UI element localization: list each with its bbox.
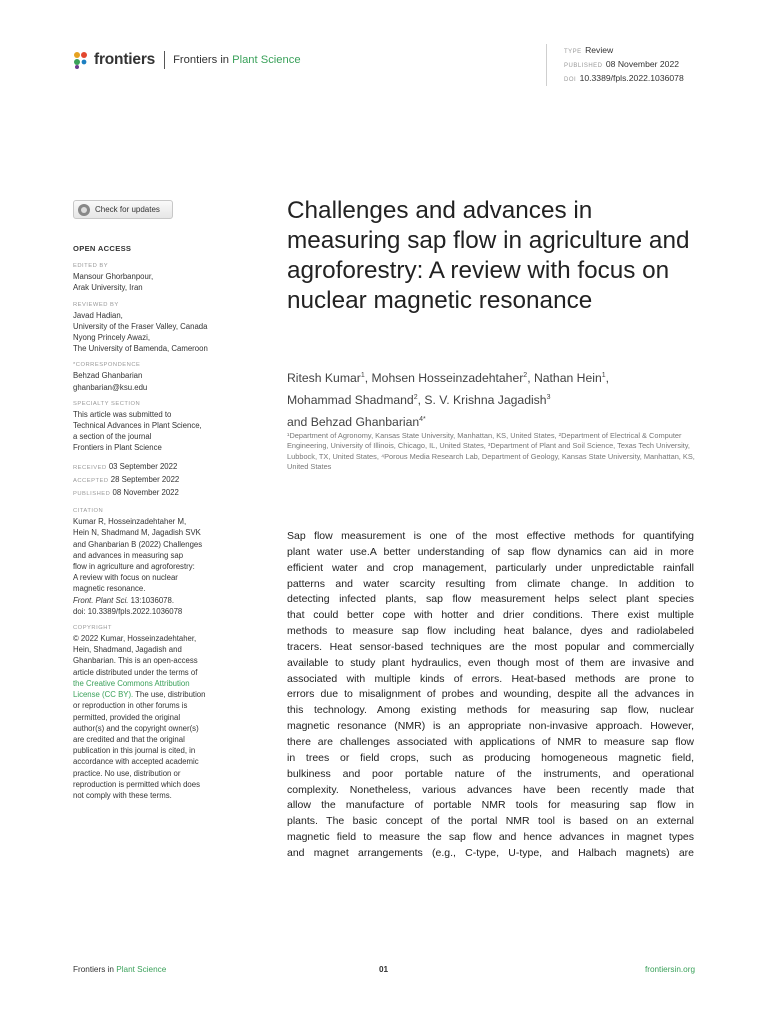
abstract-line: there are challenges associated with applications of NMR to measure sap flow: [287, 735, 694, 748]
citation-line: Kumar R, Hosseinzadehtaher M,: [73, 517, 187, 527]
reviewed-by-key: REVIEWED BY: [73, 301, 119, 308]
correspondence-name: Behzad Ghanbarian: [73, 371, 143, 381]
abstract-line: tracers. Heat sensor-based techniques are the most popular and commercially: [287, 640, 694, 653]
abstract-line: plants. The basic concept of the portal NMR tool is based on an external: [287, 815, 694, 828]
citation-line: Hein N, Shadmand M, Jagadish SVK: [73, 528, 201, 538]
abstract-line: allow the manufacture of portable NMR tools for measuring sap flow in: [287, 799, 694, 812]
meta-published: PUBLISHED 08 November 2022: [564, 59, 679, 69]
copyright-line: or reproduction in other forums is: [73, 701, 188, 711]
specialty-key: SPECIALTY SECTION: [73, 400, 141, 407]
citation-line: and Ghanbarian B (2022) Challenges: [73, 539, 203, 549]
abstract: [287, 529, 694, 862]
abstract-line: complexity. Nonetheless, various advances have been recently made that: [287, 783, 694, 796]
copyright-line: License (CC BY). The use, distribution: [73, 690, 206, 700]
abstract-line: bulkiness and poor portable nature of the instruments, and operational: [287, 767, 694, 780]
copyright-line: Ghanbarian. This is an open-access: [73, 656, 198, 666]
article-title: Challenges and advances in measuring sap flow in agriculture and agroforestry: A review with focus on nuclear magnetic resonance: [287, 197, 690, 314]
affiliations: ¹Department of Agronomy, Kansas State University, Manhattan, KS, United States, ²Department of Electrical & Computer Engineering, University of Illinois, Chicago, IL, United States, ³Department of Plant and Soil Science, Texas Tech University, Lubbock, TX, United States, ⁴Porous Media Research Lab, Department of Geology, Kansas State University, Manhattan, KS, United States: [287, 431, 695, 471]
article-dates: [73, 461, 235, 501]
check-for-updates-label: Check for updates: [95, 205, 160, 214]
copyright-line: publication in this journal is cited, in: [73, 746, 196, 756]
editor-line: Arak University, Iran: [73, 283, 143, 293]
update-check-icon: [78, 204, 90, 216]
abstract-line: patterns and water scarcity resulting from climate change. In addition to: [287, 577, 694, 590]
abstract-line: associated with multiple kinds of errors. Heat-based methods are prone to: [287, 672, 694, 685]
page-number: 01: [379, 965, 389, 974]
abstract-line: this technology. Among existing methods for measuring sap flow, nuclear: [287, 704, 694, 717]
author[interactable]: Mohsen Hosseinzadehtaher$^2$: [371, 371, 528, 385]
citation-line: flow in agriculture and agroforestry:: [73, 562, 195, 572]
edited-by-key: EDITED BY: [73, 263, 109, 270]
abstract-line: efficient water and crop management, particularly under unpredictable rainfall: [287, 561, 694, 574]
specialty-line: Frontiers in Plant Science: [73, 443, 162, 453]
citation-doi[interactable]: doi: 10.3389/fpls.2022.1036078: [73, 606, 183, 616]
citation-line: and advances in measuring sap: [73, 550, 184, 560]
logo-divider: [164, 51, 165, 69]
editor-line: Mansour Ghorbanpour,: [73, 272, 154, 282]
received-date: RECEIVED 03 September 2022: [73, 461, 178, 471]
frontiers-logo[interactable]: [72, 50, 301, 70]
reviewer-line: Nyong Princely Awazi,: [73, 333, 150, 343]
copyright-line: practice. No use, distribution or: [73, 768, 181, 778]
copyright-line: Hein, Shadmand, Jagadish and: [73, 645, 182, 655]
citation-journal: Front. Plant Sci. 13:1036078.: [73, 595, 174, 605]
abstract-line: and magnet arrangements (e.g., C-type, U-type, and Halbach magnets) are: [287, 846, 694, 859]
abstract-line: available to study plant hydraulics, even though most of them are invasive and: [287, 656, 694, 669]
abstract-line: errors due to misalignment of probes and wounding, despite all the advances in: [287, 688, 694, 701]
copyright-line: article distributed under the terms of: [73, 667, 198, 677]
author[interactable]: Nathan Hein$^1$: [533, 371, 606, 385]
open-access-label: OPEN ACCESS: [73, 244, 132, 253]
abstract-line: methods to measure sap flow including heat balance, dyes and radiolabeled: [287, 625, 694, 638]
author-list: Ritesh Kumar$^1$, Mohsen Hosseinzadehtaher$^2$, Nathan Hein$^1$, Mohammad Shadmand$^2$, S. V. Krishna Jagadish$^3$ and Behzad Ghanbarian$^{4*}$: [287, 371, 610, 429]
reviewer-line: The University of Bamenda, Cameroon: [73, 344, 208, 354]
citation-line: A review with focus on nuclear: [73, 573, 178, 583]
copyright-line: accordance with accepted academic: [73, 757, 199, 767]
accepted-date: ACCEPTED 28 September 2022: [73, 474, 180, 484]
meta-type: TYPE Review: [564, 45, 614, 55]
check-for-updates-button[interactable]: [73, 200, 173, 219]
article-sidebar: [73, 243, 235, 801]
citation-line: magnetic resonance.: [73, 584, 146, 594]
frontiers-logo-icon: [72, 51, 90, 69]
copyright-line: reproduction is permitted which does: [73, 779, 200, 789]
journal-name: Frontiers in Plant Science: [173, 54, 301, 66]
cc-license-link[interactable]: the Creative Commons Attribution: [73, 678, 190, 688]
correspondence-email[interactable]: ghanbarian@ksu.edu: [73, 382, 148, 392]
reviewer-line: Javad Hadian,: [73, 310, 123, 320]
logo-wordmark: frontiers: [94, 51, 156, 68]
abstract-line: magnetic field to measure the sap flow and hence advances in magnet types: [287, 831, 694, 844]
abstract-line: in trees or field crops, such as producing homogeneous magnetic field,: [287, 751, 694, 764]
article-meta: [546, 44, 684, 86]
copyright-key: COPYRIGHT: [73, 625, 112, 632]
footer-journal[interactable]: Frontiers in Plant Science: [73, 965, 167, 974]
published-date: PUBLISHED 08 November 2022: [73, 488, 179, 498]
correspondence-key: *CORRESPONDENCE: [73, 362, 141, 369]
specialty-line: This article was submitted to: [73, 409, 172, 419]
author[interactable]: Behzad Ghanbarian$^{4*}$: [310, 415, 426, 429]
copyright-line: not comply with these terms.: [73, 790, 172, 800]
reviewer-line: University of the Fraser Valley, Canada: [73, 321, 208, 331]
abstract-line: magnetic resonance (NMR) is an appropriate non-invasive approach. However,: [287, 720, 694, 733]
author[interactable]: Ritesh Kumar$^1$: [287, 371, 365, 385]
citation-key: CITATION: [73, 508, 104, 515]
abstract-line: plant water use.A better understanding of sap flow dynamics can aid in more: [287, 545, 694, 558]
specialty-line: Technical Advances in Plant Science,: [73, 421, 202, 431]
author[interactable]: S. V. Krishna Jagadish$^3$: [424, 393, 551, 407]
copyright-line: are credited and that the original: [73, 734, 185, 744]
author[interactable]: Mohammad Shadmand$^2$: [287, 393, 418, 407]
abstract-line: that could better cope with hotter and drier conditions. There exist multiple: [287, 609, 694, 622]
meta-doi[interactable]: DOI 10.3389/fpls.2022.1036078: [564, 73, 684, 83]
footer-site-link[interactable]: frontiersin.org: [644, 965, 695, 974]
cc-license-link[interactable]: License (CC BY).: [73, 690, 134, 700]
specialty-line: a section of the journal: [73, 432, 152, 442]
copyright-line: © 2022 Kumar, Hosseinzadehtaher,: [73, 634, 197, 644]
abstract-line: Sap flow measurement is one of the most effective methods for quantifying: [287, 530, 694, 542]
copyright-line: author(s) and the copyright owner(s): [73, 723, 199, 733]
abstract-line: detecting infected plants, sap flow measurement helps select plant species: [287, 593, 694, 606]
copyright-line: permitted, provided the original: [73, 712, 181, 722]
